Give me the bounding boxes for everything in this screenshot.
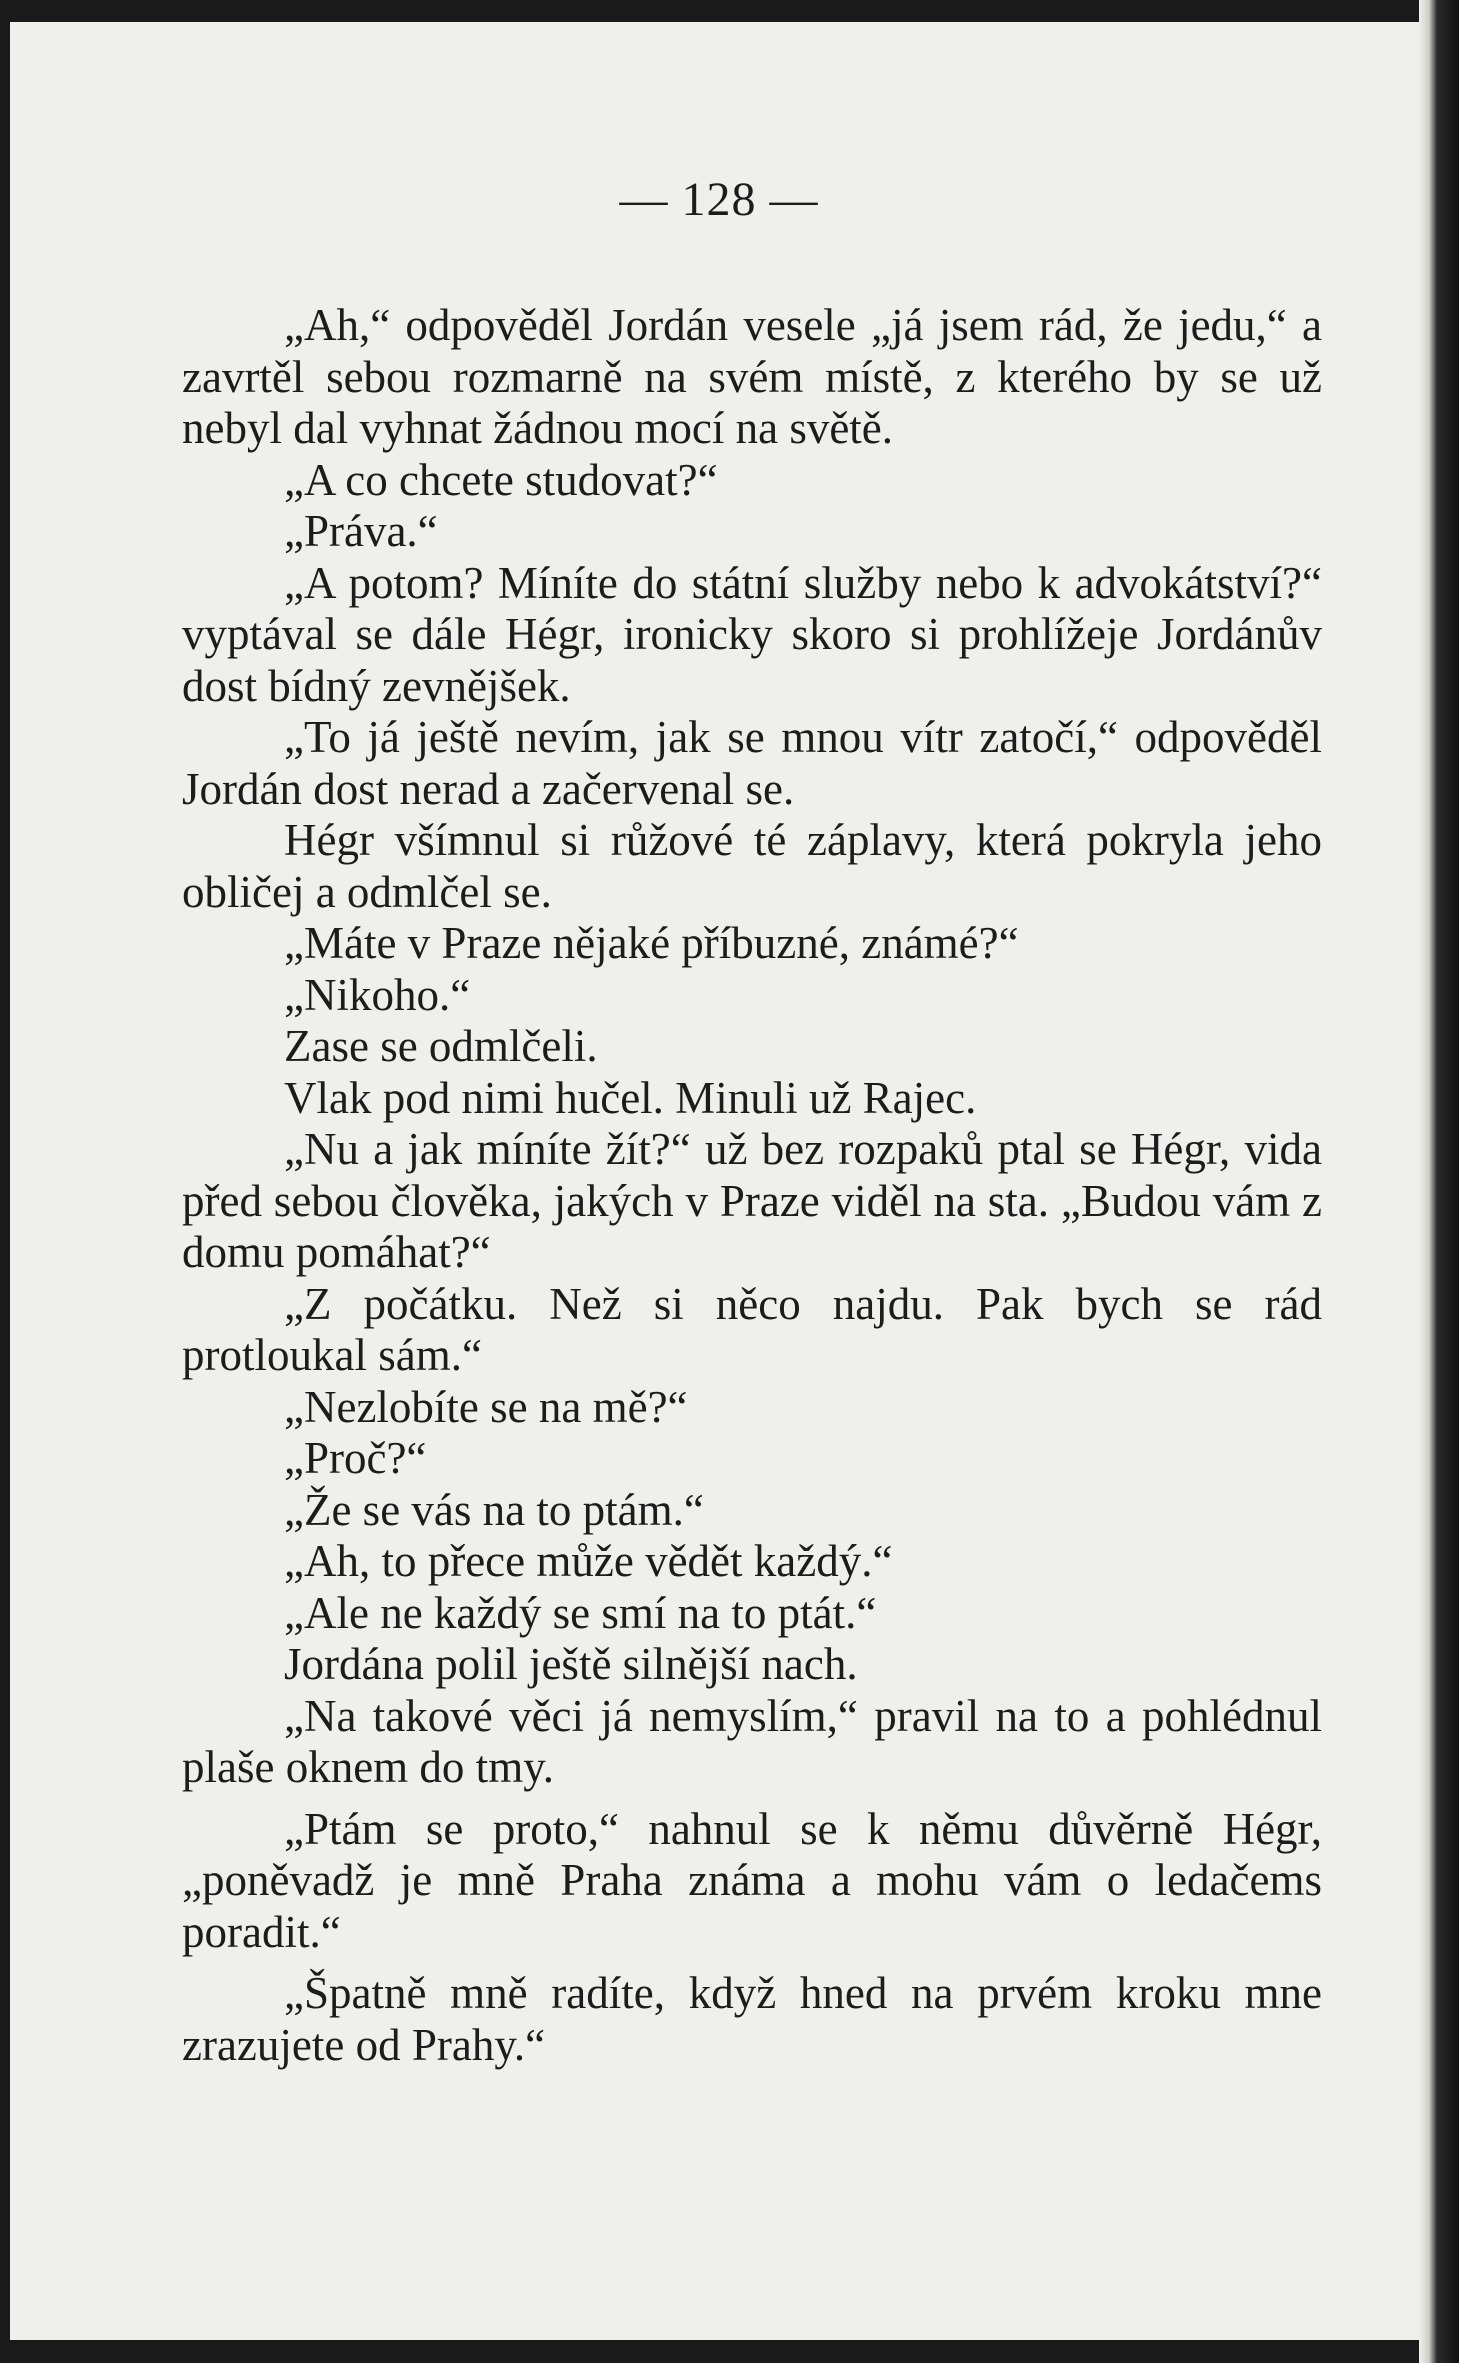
paragraph: „Máte v Praze nějaké příbuzné, známé?“ [284, 918, 1019, 968]
paragraph: „To já ještě nevím, jak se mnou vítr zatočí,“ odpověděl Jordán dost nerad a začervenal se. [182, 712, 1322, 814]
paragraph: „A co chcete studovat?“ [284, 454, 718, 505]
paragraph: „Ptám se proto,“ nahnul se k němu důvěrně Hégr, „poněvadž je mně Praha známa a mohu vám o ledačems poradit.“ [182, 1803, 1322, 1957]
paragraph: „Z počátku. Než si něco najdu. Pak bych se rád protloukal sám.“ [182, 1278, 1322, 1380]
paragraph: „Ah,“ odpověděl Jordán vesele „já jsem rád, že jedu,“ a zavrtěl sebou rozmarně na svém místě, z kterého by se už nebyl dal vyhnat žádnou mocí na světě. [182, 300, 1322, 453]
paragraph: „Nu a jak míníte žít?“ už bez rozpaků ptal se Hégr, vida před sebou člověka, jakých v Praze viděl na sta. „Budou vám z domu pomáhat?“ [182, 1124, 1322, 1277]
paragraph: „Ah, to přece může vědět každý.“ [284, 1536, 893, 1586]
page-edge-shadow [1419, 0, 1459, 2363]
paragraph: „Že se vás na to ptám.“ [284, 1484, 704, 1535]
paragraph: Vlak pod nimi hučel. Minuli už Rajec. [284, 1072, 977, 1123]
paragraph: „Nezlobíte se na mě?“ [284, 1381, 688, 1432]
paragraph: „Nikoho.“ [284, 969, 471, 1020]
page-text [182, 300, 1322, 2071]
paragraph: Hégr všímnul si růžové té záplavy, která pokryla jeho obličej a odmlčel se. [182, 815, 1322, 917]
paragraph: „Špatně mně radíte, když hned na prvém kroku mne zrazujete od Prahy.“ [182, 1968, 1322, 2070]
paragraph: Zase se odmlčeli. [284, 1021, 598, 1071]
paragraph: Jordána polil ještě silnější nach. [284, 1639, 858, 1689]
paragraph: „Práva.“ [284, 506, 438, 556]
paragraph: „A potom? Míníte do státní služby nebo k advokátství?“ vyptával se dále Hégr, ironicky skoro si prohlížeje Jordánův dost bídný zevnějšek. [182, 557, 1322, 711]
book-page [10, 22, 1428, 2340]
paragraph: „Ale ne každý se smí na to ptát.“ [284, 1587, 877, 1638]
page-number: — 128 — [619, 173, 819, 226]
paragraph: „Proč?“ [284, 1433, 427, 1483]
paragraph: „Na takové věci já nemyslím,“ pravil na to a pohlédnul plaše oknem do tmy. [182, 1690, 1322, 1792]
